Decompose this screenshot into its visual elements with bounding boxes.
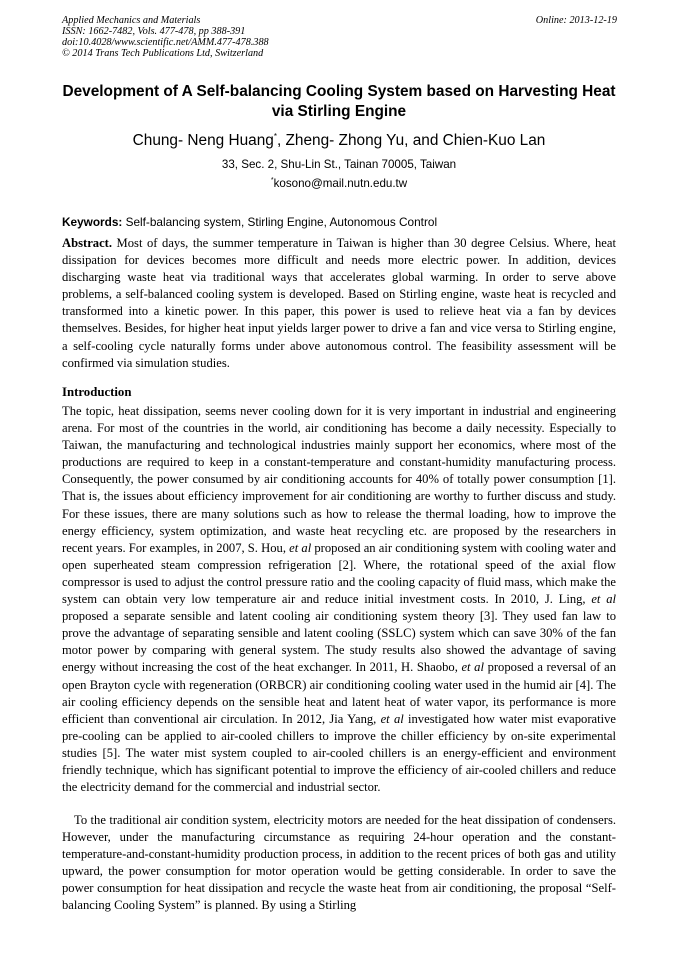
keywords-label: Keywords:	[62, 215, 123, 229]
affiliation-address: 33, Sec. 2, Shu-Lin St., Tainan 70005, Taiwan	[221, 158, 457, 171]
intro-text: The topic, heat dissipation, seems never cooling down for it is very important in industrial and engineering arena. For most of the countries in the world, air conditioning has become a daily necessity. Especially to Taiwan, the manufacturing and technological industries mainly support her economics, where most of the productions are required to keep in a constant-temperature and constant-humidity manufacturing process. Consequently, the power consumed by air conditioning accounts for 40% of totally power consumption [1]. That is, the issues about efficiency improvement for air conditioning are worthy to further discuss and study. For these issues, there are many solutions such as how to release the thermal loading, how to improve the energy efficiency, system optimization, and waste heat recycling etc. are proposed by the researchers in recent years. For examples, in 2007, S. Hou,	[62, 404, 616, 555]
email-address: kosono@mail.nutn.edu.tw	[273, 177, 408, 190]
abstract-text: Most of days, the summer temperature in Taiwan is higher than 30 degree Celsius. Where, heat dissipation for devices becomes more difficult and needs more electric power. In addition, devices discharging waste heat via traditional ways that accelerates global warming. In order to serve above problems, a self-balanced cooling system is developed. Based on Stirling engine, waste heat is recycled and transformed into a kinetic power. In this paper, this power is used to relieve heat via a fan by devices themselves. Besides, for higher heat input yields larger power to drive a fan and vice versa to Stirling engine, a self-cooling cycle naturally forms under above autonomous control. The feasibility assessment will be confirmed via simulation studies.	[62, 236, 616, 370]
author-name: Chung- Neng Huang	[132, 132, 274, 149]
intro-text: proposed a separate sensible and latent cooling air conditioning system theory [3]. They used fan law to prove the advantage of separating sensible and latent cooling (SSLC) system which can save 30% of the fan motor power by comparing with general system. The study results also showed the advantage of saving energy without increasing the cost of the heat exchanger. In 2011, H. Shaobo,	[62, 609, 616, 675]
intro-text: investigated how water mist evaporative pre-cooling can be applied to air-cooled chillers to improve the chiller efficiency by on-site experimental studies [5]. The water mist system coupled to air-cooled chillers is an energy-efficient and environment friendly technique, which has significant potential to improve the efficiency of air-cooled chillers and reduce the electricity demand for the commercial and industrial sector.	[62, 711, 616, 795]
journal-copyright: © 2014 Trans Tech Publications Ltd, Switzerland	[62, 48, 264, 59]
journal-header	[62, 15, 269, 59]
intro-text: proposed an air conditioning system with cooling water and open superheated steam compression refrigeration [2]. Where, the rotational speed of the axial flow compressor is used to adjust the control pressure ratio and the cooling capacity of fluid mass, which make the system can obtain very low temperature air and reduce initial investment costs. In 2010, J. Ling,	[62, 540, 616, 607]
author-list	[62, 131, 616, 151]
corresponding-mark: *	[273, 132, 277, 141]
contact-email	[62, 176, 616, 192]
intro-paragraph-2: To the traditional air condition system, electricity motors are needed for the heat dissipation of condensers. However, under the manufacturing circumstance as requiring 24-hour operation and the constant-temperature-and-constant-humidity production process, in addition to the recent prices of both gas and utility upward, the power consumption for motor operation would be getting considerable. In order to save the power consumption for heat dissipation and recycle the waste heat from air conditioning, the proposal “Self-balancing Cooling System” is planned. By using a Stirling	[62, 813, 616, 913]
email-mark: *	[270, 177, 274, 184]
abstract-label: Abstract.	[62, 236, 113, 250]
keywords	[62, 214, 616, 230]
journal-name: Applied Mechanics and Materials	[62, 15, 201, 26]
coauthor-names: , Zheng- Zhong Yu, and Chien-Kuo Lan	[276, 132, 546, 149]
et-al: et al	[289, 540, 312, 555]
section-heading-introduction: Introduction	[62, 385, 132, 399]
intro-paragraph-1	[62, 403, 616, 796]
paper-title: Development of A Self-balancing Cooling System based on Harvesting Heat via Stirling Engine	[62, 83, 616, 120]
et-al: et al	[380, 711, 404, 726]
journal-doi: doi:10.4028/www.scientific.net/AMM.477-478.388	[62, 37, 269, 48]
keywords-text: Self-balancing system, Stirling Engine, Autonomous Control	[122, 215, 438, 229]
abstract	[62, 235, 616, 372]
et-al: et al	[461, 660, 484, 675]
et-al: et al	[591, 592, 616, 607]
intro-text: proposed a reversal of an open Brayton cycle with regeneration (ORBCR) air conditioning cooling water used in the humid air [4]. The air cooling efficiency depends on the sensible heat and latent heat of water vapor, its performance is more efficient than conventional air circulation. In 2012, Jia Yang,	[62, 660, 616, 726]
online-date: Online: 2013-12-19	[535, 15, 617, 26]
journal-issn: ISSN: 1662-7482, Vols. 477-478, pp 388-391	[62, 26, 246, 37]
